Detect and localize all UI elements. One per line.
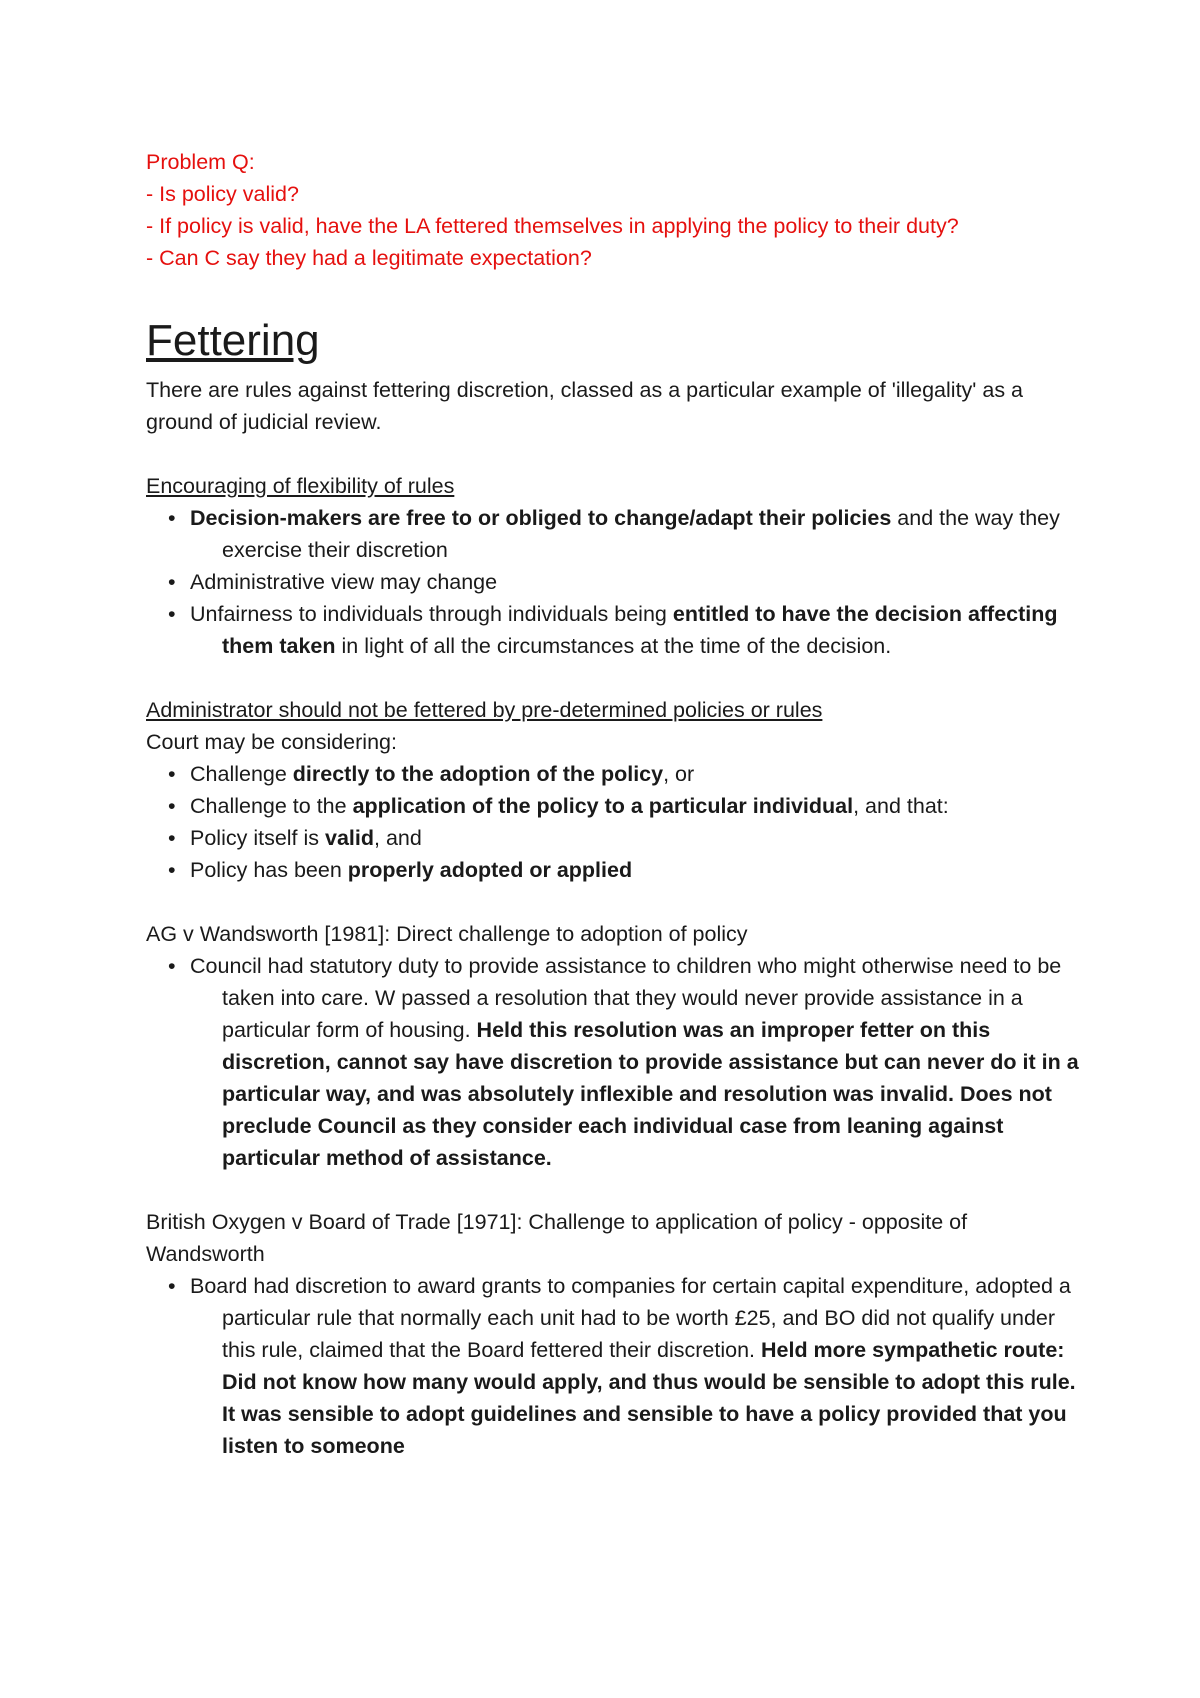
- document-body: [146, 146, 1086, 1462]
- bullet-list: [146, 758, 1086, 886]
- bullet-list: [146, 1270, 1086, 1462]
- problem-line-1: - Is policy valid?: [146, 182, 299, 206]
- section-administrator: [146, 694, 1086, 886]
- list-item: • Board had discretion to award grants to companies for certain capital expenditure, adopted a particular rule that normally each unit had to be worth £25, and BO did not qualify under this rule, claimed that the Board fettered their discretion. Held more sympathetic route: Did not know how many would apply, and thus would be sensible to adopt this rule. It was sensible to adopt guidelines and sensible to have a policy provided that you listen to someone: [146, 1270, 1086, 1462]
- list-item: • Council had statutory duty to provide assistance to children who might otherwise need to be taken into care. W passed a resolution that they would never provide assistance in a particular form of housing. Held this resolution was an improper fetter on this discretion, cannot say have discretion to provide assistance but can never do it in a particular way, and was absolutely inflexible and resolution was invalid. Does not preclude Council as they consider each individual case from leaning against particular method of assistance.: [146, 950, 1086, 1174]
- problem-line-3: - Can C say they had a legitimate expectation?: [146, 246, 592, 270]
- list-item: • Challenge to the application of the policy to a particular individual, and that:: [146, 790, 1086, 822]
- bullet-list: [146, 950, 1086, 1174]
- bullet-list: [146, 502, 1086, 662]
- bullet-icon: •: [168, 506, 176, 530]
- problem-line-2: - If policy is valid, have the LA fettered themselves in applying the policy to their duty?: [146, 214, 959, 238]
- case-british-oxygen: [146, 1206, 1086, 1462]
- intro-paragraph: There are rules against fettering discretion, classed as a particular example of 'illegality' as a ground of judicial review.: [146, 378, 1024, 434]
- section-heading: Administrator should not be fettered by pre-determined policies or rules: [146, 698, 823, 722]
- section-heading: Encouraging of flexibility of rules: [146, 474, 455, 498]
- bullet-icon: •: [168, 762, 176, 786]
- bullet-icon: •: [168, 794, 176, 818]
- problem-heading: Problem Q:: [146, 150, 255, 174]
- section-flexibility: [146, 470, 1086, 662]
- bullet-icon: •: [168, 570, 176, 594]
- bullet-icon: •: [168, 954, 176, 978]
- bullet-icon: •: [168, 602, 176, 626]
- bullet-icon: •: [168, 858, 176, 882]
- list-item: • Policy itself is valid, and: [146, 822, 1086, 854]
- list-item: • Policy has been properly adopted or applied: [146, 854, 1086, 886]
- section-subheading: Court may be considering:: [146, 730, 397, 754]
- list-item: • Decision-makers are free to or obliged to change/adapt their policies and the way they exercise their discretion: [146, 502, 1086, 566]
- bullet-icon: •: [168, 1274, 176, 1298]
- list-item: • Challenge directly to the adoption of the policy, or: [146, 758, 1086, 790]
- bullet-icon: •: [168, 826, 176, 850]
- page-title: Fettering: [146, 316, 320, 365]
- problem-question: [146, 146, 1086, 274]
- list-item: • Unfairness to individuals through individuals being entitled to have the decision affecting them taken in light of all the circumstances at the time of the decision.: [146, 598, 1086, 662]
- list-item: • Administrative view may change: [146, 566, 1086, 598]
- case-heading: British Oxygen v Board of Trade [1971]: Challenge to application of policy - opposite of Wandsworth: [146, 1210, 968, 1266]
- case-heading: AG v Wandsworth [1981]: Direct challenge to adoption of policy: [146, 922, 748, 946]
- case-wandsworth: [146, 918, 1086, 1174]
